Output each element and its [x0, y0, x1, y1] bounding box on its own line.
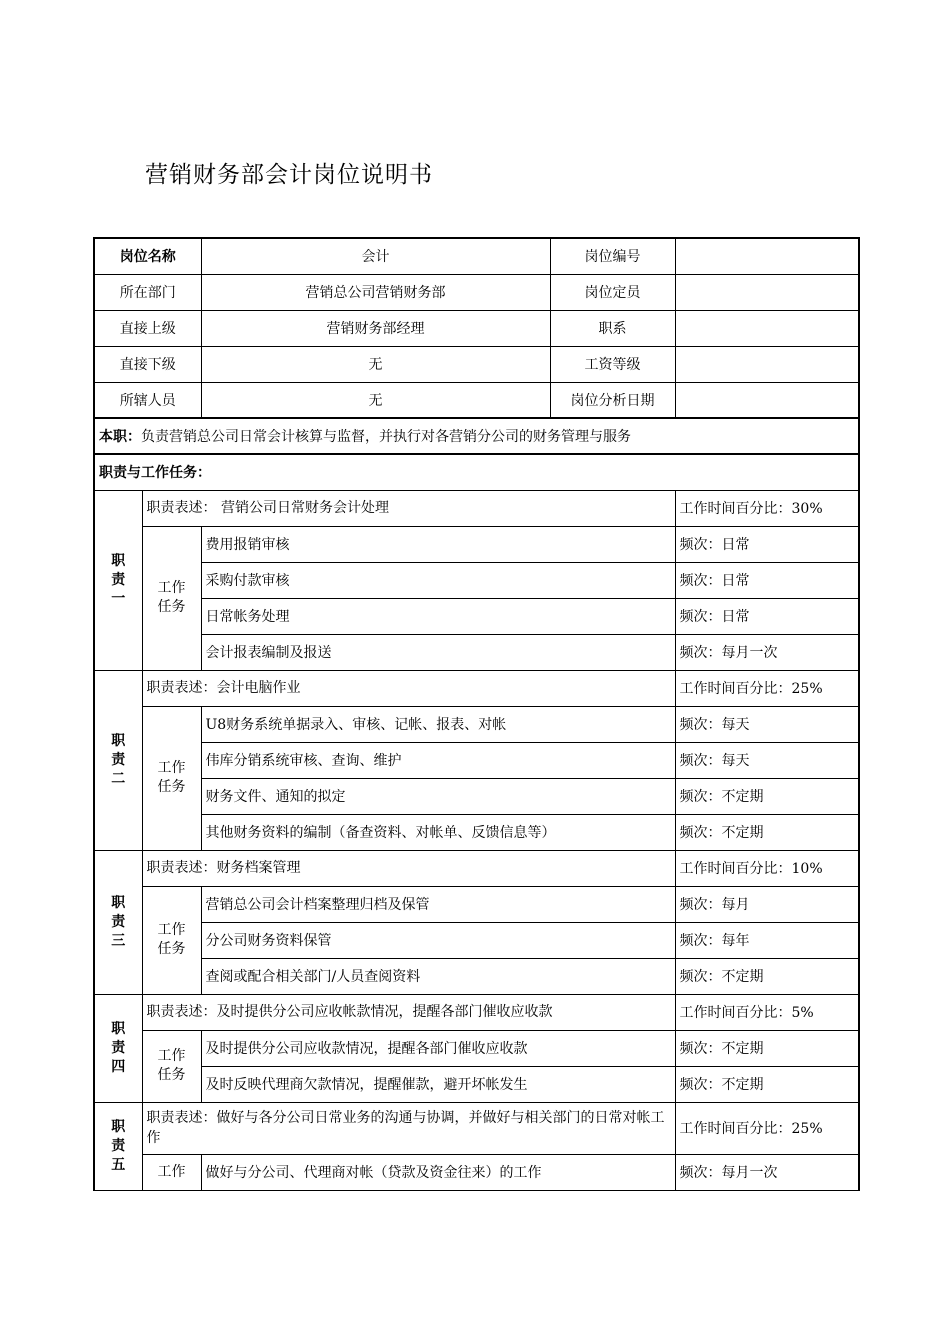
header-value: 无 [201, 382, 550, 418]
duty-label-text: 职责五 [111, 1118, 126, 1173]
task-frequency: 频次：不定期 [675, 1030, 859, 1066]
task-text: 及时提供分公司应收款情况，提醒各部门催收应收款 [201, 1030, 675, 1066]
task-text: 采购付款审核 [201, 562, 675, 598]
task-text: 伟库分销系统审核、查询、维护 [201, 742, 675, 778]
header-label: 岗位名称 [94, 238, 201, 274]
task-frequency: 频次：不定期 [675, 958, 859, 994]
duty-label [94, 490, 142, 670]
header-label: 职系 [550, 310, 675, 346]
task-frequency: 频次：不定期 [675, 1066, 859, 1102]
duty-description: 职责表述：会计电脑作业 [142, 670, 675, 706]
header-label: 所辖人员 [94, 382, 201, 418]
duty-time-percent: 工作时间百分比：25% [675, 1102, 859, 1154]
duties-heading: 职责与工作任务： [94, 454, 859, 490]
duty-time-percent: 工作时间百分比：5% [675, 994, 859, 1030]
task-frequency: 频次：日常 [675, 598, 859, 634]
duty-label [94, 850, 142, 994]
task-text: 其他财务资料的编制（备查资料、对帐单、反馈信息等） [201, 814, 675, 850]
task-text: 财务文件、通知的拟定 [201, 778, 675, 814]
header-label: 直接上级 [94, 310, 201, 346]
header-value: 无 [201, 346, 550, 382]
header-value: 营销总公司营销财务部 [201, 274, 550, 310]
task-text: 营销总公司会计档案整理归档及保管 [201, 886, 675, 922]
task-label: 工作 [142, 1154, 201, 1190]
duty-time-percent: 工作时间百分比：10% [675, 850, 859, 886]
header-label: 所在部门 [94, 274, 201, 310]
header-label: 岗位定员 [550, 274, 675, 310]
duty-label [94, 994, 142, 1102]
duty-label-text: 职责四 [111, 1020, 126, 1075]
task-text: 分公司财务资料保管 [201, 922, 675, 958]
task-frequency: 频次：每天 [675, 742, 859, 778]
duty-label-text: 职责三 [111, 894, 126, 949]
task-label: 工作任务 [142, 526, 201, 670]
task-frequency: 频次：不定期 [675, 814, 859, 850]
header-label: 岗位编号 [550, 238, 675, 274]
task-label: 工作任务 [142, 886, 201, 994]
page-title: 营销财务部会计岗位说明书 [145, 162, 433, 188]
duty-time-percent: 工作时间百分比：30% [675, 490, 859, 526]
task-frequency: 频次：每月 [675, 886, 859, 922]
task-text: 日常帐务处理 [201, 598, 675, 634]
header-value [675, 346, 859, 382]
summary-row [94, 418, 859, 454]
task-frequency: 频次：每月一次 [675, 634, 859, 670]
header-value [675, 310, 859, 346]
summary-text: 负责营销总公司日常会计核算与监督，并执行对各营销分公司的财务管理与服务 [141, 429, 631, 445]
header-label: 工资等级 [550, 346, 675, 382]
duty-description: 职责表述：财务档案管理 [142, 850, 675, 886]
job-description-table [93, 237, 860, 1191]
task-text: 会计报表编制及报送 [201, 634, 675, 670]
header-value [675, 382, 859, 418]
task-text: U8财务系统单据录入、审核、记帐、报表、对帐 [201, 706, 675, 742]
task-frequency: 频次：日常 [675, 562, 859, 598]
task-label: 工作任务 [142, 706, 201, 850]
duty-description: 职责表述：做好与各分公司日常业务的沟通与协调，并做好与相关部门的日常对帐工作 [142, 1102, 675, 1154]
header-value: 营销财务部经理 [201, 310, 550, 346]
task-frequency: 频次：日常 [675, 526, 859, 562]
duty-time-percent: 工作时间百分比：25% [675, 670, 859, 706]
task-text: 及时反映代理商欠款情况，提醒催款，避开坏帐发生 [201, 1066, 675, 1102]
duty-label [94, 670, 142, 850]
task-frequency: 频次：每天 [675, 706, 859, 742]
duty-description: 职责表述： 营销公司日常财务会计处理 [142, 490, 675, 526]
duty-label-text: 职责一 [111, 552, 126, 607]
summary-label: 本职： [99, 429, 141, 445]
task-label: 工作任务 [142, 1030, 201, 1102]
task-text: 费用报销审核 [201, 526, 675, 562]
task-frequency: 频次：不定期 [675, 778, 859, 814]
header-value [675, 238, 859, 274]
header-label: 直接下级 [94, 346, 201, 382]
task-frequency: 频次：每年 [675, 922, 859, 958]
header-label: 岗位分析日期 [550, 382, 675, 418]
header-value: 会计 [201, 238, 550, 274]
task-text: 查阅或配合相关部门/人员查阅资料 [201, 958, 675, 994]
duty-description: 职责表述：及时提供分公司应收帐款情况，提醒各部门催收应收款 [142, 994, 675, 1030]
duty-label [94, 1102, 142, 1190]
task-text: 做好与分公司、代理商对帐（贷款及资金往来）的工作 [201, 1154, 675, 1190]
header-value [675, 274, 859, 310]
duty-label-text: 职责二 [111, 732, 126, 787]
task-frequency: 频次：每月一次 [675, 1154, 859, 1190]
